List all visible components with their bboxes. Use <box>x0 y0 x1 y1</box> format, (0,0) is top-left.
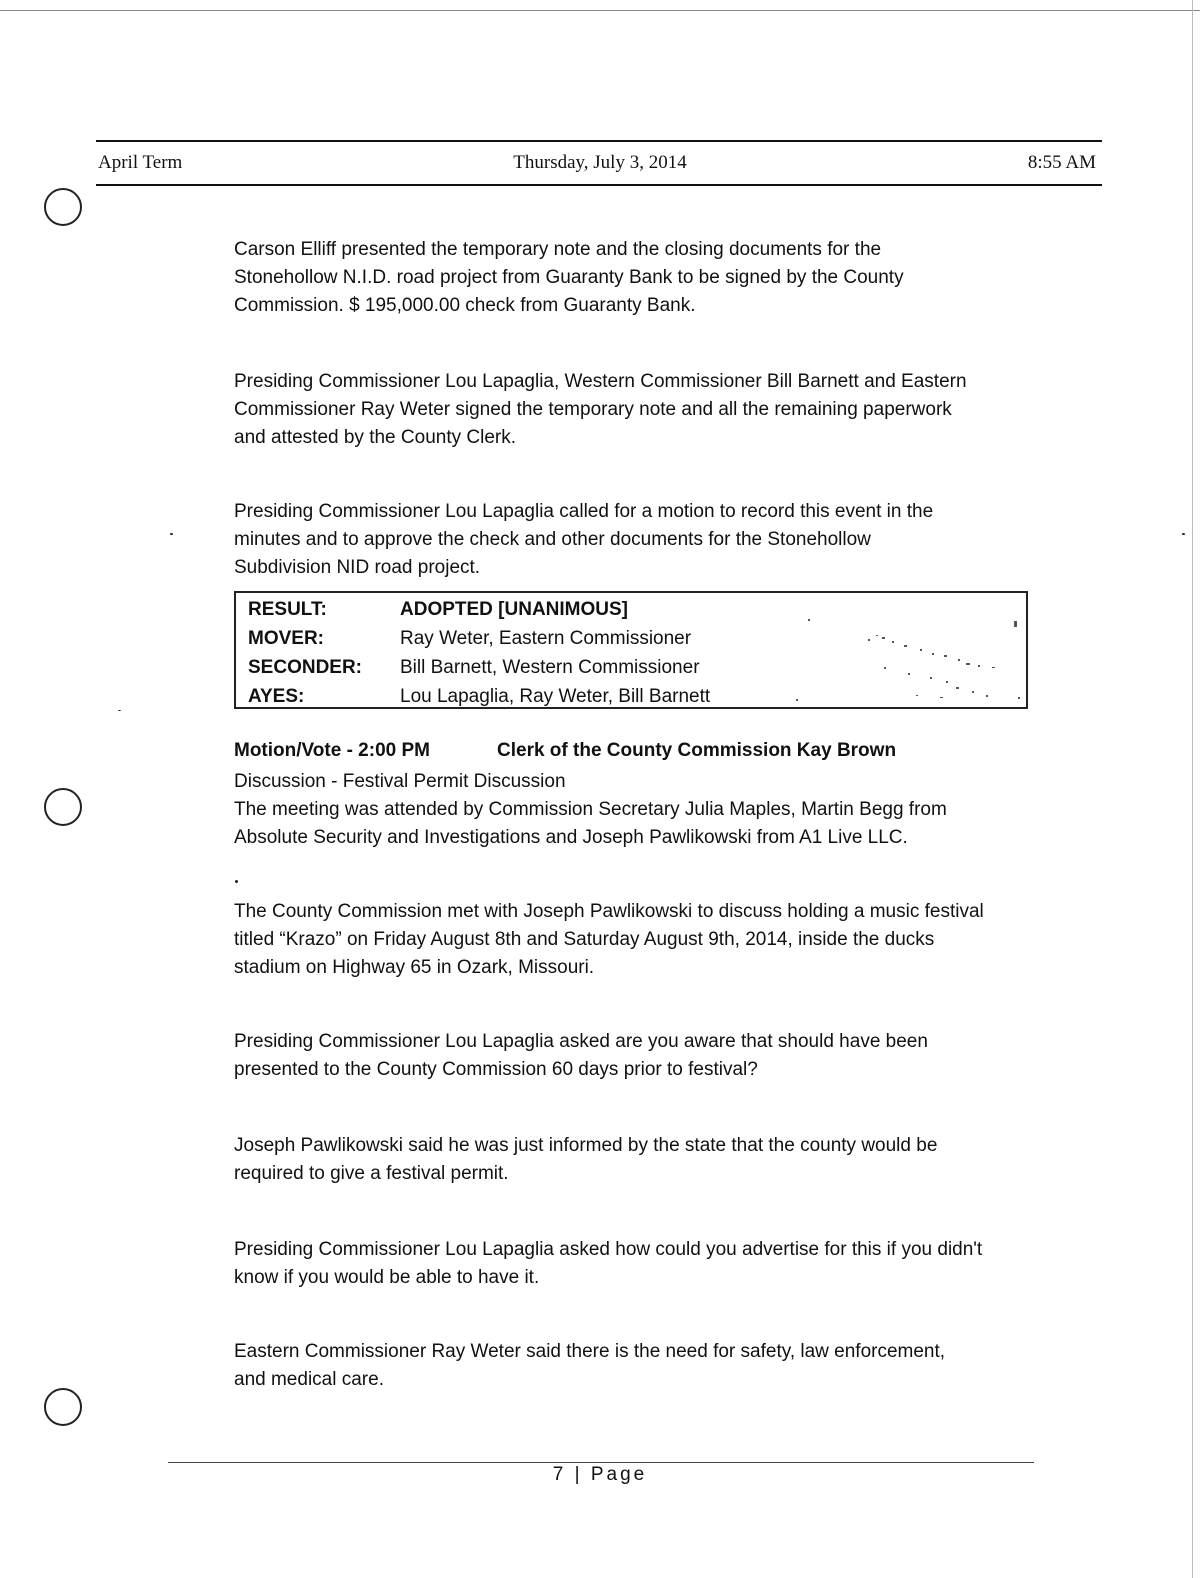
text-line: stadium on Highway 65 in Ozark, Missouri. <box>234 957 595 978</box>
text-line: and attested by the County Clerk. <box>234 427 516 448</box>
text-line: The meeting was attended by Commission Secretary Julia Maples, Martin Begg from <box>234 799 947 820</box>
text-line: Commissioner Ray Weter signed the temporary note and all the remaining paperwork <box>234 399 952 420</box>
paragraph-state-informed <box>234 1132 1034 1188</box>
page-number: 7 | Page <box>552 1464 648 1485</box>
header-term: April Term <box>98 152 183 173</box>
punch-hole-middle <box>44 788 82 826</box>
scan-noise-specks <box>796 603 1026 703</box>
discussion-line: Discussion - Festival Permit Discussion <box>234 771 566 792</box>
text-line: Presiding Commissioner Lou Lapaglia asked how could you advertise for this if you didn't <box>234 1239 983 1260</box>
paragraph-safety-needs <box>234 1338 1034 1394</box>
vote-result-table <box>234 591 1028 709</box>
text-line: presented to the County Commission 60 days prior to festival? <box>234 1059 758 1080</box>
vote-value: ADOPTED [UNANIMOUS] <box>400 599 628 620</box>
vote-value: Bill Barnett, Western Commissioner <box>400 657 700 678</box>
header-rule-bottom <box>96 184 1102 186</box>
paragraph-festival-meeting <box>234 898 1054 982</box>
text-line: Absolute Security and Investigations and Joseph Pawlikowski from A1 Live LLC. <box>234 827 908 848</box>
header-date: Thursday, July 3, 2014 <box>513 152 687 173</box>
paragraph-closing-documents <box>234 236 1034 320</box>
motion-vote-label: Motion/Vote - 2:00 PM <box>234 740 430 761</box>
text-line: minutes and to approve the check and other documents for the Stonehollow <box>234 529 871 550</box>
header-time: 8:55 AM <box>1027 152 1096 173</box>
stray-mark <box>118 710 121 711</box>
text-line: Presiding Commissioner Lou Lapaglia asked are you aware that should have been <box>234 1031 928 1052</box>
scan-edge-right <box>1192 0 1193 1578</box>
text-line: Presiding Commissioner Lou Lapaglia, Western Commissioner Bill Barnett and Eastern <box>234 371 967 392</box>
vote-label: RESULT: <box>248 599 327 620</box>
vote-label: MOVER: <box>248 628 324 649</box>
text-line: Commission. $ 195,000.00 check from Guaranty Bank. <box>234 295 696 316</box>
footer-rule <box>168 1462 1034 1463</box>
text-line: titled “Krazo” on Friday August 8th and Saturday August 9th, 2014, inside the ducks <box>234 929 935 950</box>
text-line: Subdivision NID road project. <box>234 557 481 578</box>
vote-value: Ray Weter, Eastern Commissioner <box>400 628 692 649</box>
punch-hole-bottom <box>44 1388 82 1426</box>
text-line: The County Commission met with Joseph Pawlikowski to discuss holding a music festival <box>234 901 984 922</box>
text-line: Presiding Commissioner Lou Lapaglia called for a motion to record this event in the <box>234 501 934 522</box>
motion-title: Clerk of the County Commission Kay Brown <box>497 740 897 761</box>
text-line: Eastern Commissioner Ray Weter said there is the need for safety, law enforcement, <box>234 1341 946 1362</box>
paragraph-advertise-question <box>234 1236 1034 1292</box>
text-line: Carson Elliff presented the temporary note and the closing documents for the <box>234 239 882 260</box>
vote-label: AYES: <box>248 686 305 707</box>
text-line: required to give a festival permit. <box>234 1163 509 1184</box>
paragraph-signatures <box>234 368 1034 452</box>
scan-edge-line <box>0 10 1200 11</box>
punch-hole-top <box>44 188 82 226</box>
stray-mark <box>235 880 238 883</box>
text-line: and medical care. <box>234 1369 384 1390</box>
paragraph-motion-call <box>234 498 1034 582</box>
paragraph-awareness-question <box>234 1028 1034 1084</box>
header-rule-top <box>96 140 1102 142</box>
vote-value: Lou Lapaglia, Ray Weter, Bill Barnett <box>400 686 711 707</box>
vote-label: SECONDER: <box>248 657 363 678</box>
stray-mark <box>170 533 173 535</box>
text-line: know if you would be able to have it. <box>234 1267 540 1288</box>
stray-mark <box>1182 533 1185 535</box>
text-line: Stonehollow N.I.D. road project from Guaranty Bank to be signed by the County <box>234 267 904 288</box>
discussion-block <box>234 768 1034 852</box>
text-line: Joseph Pawlikowski said he was just informed by the state that the county would be <box>234 1135 938 1156</box>
